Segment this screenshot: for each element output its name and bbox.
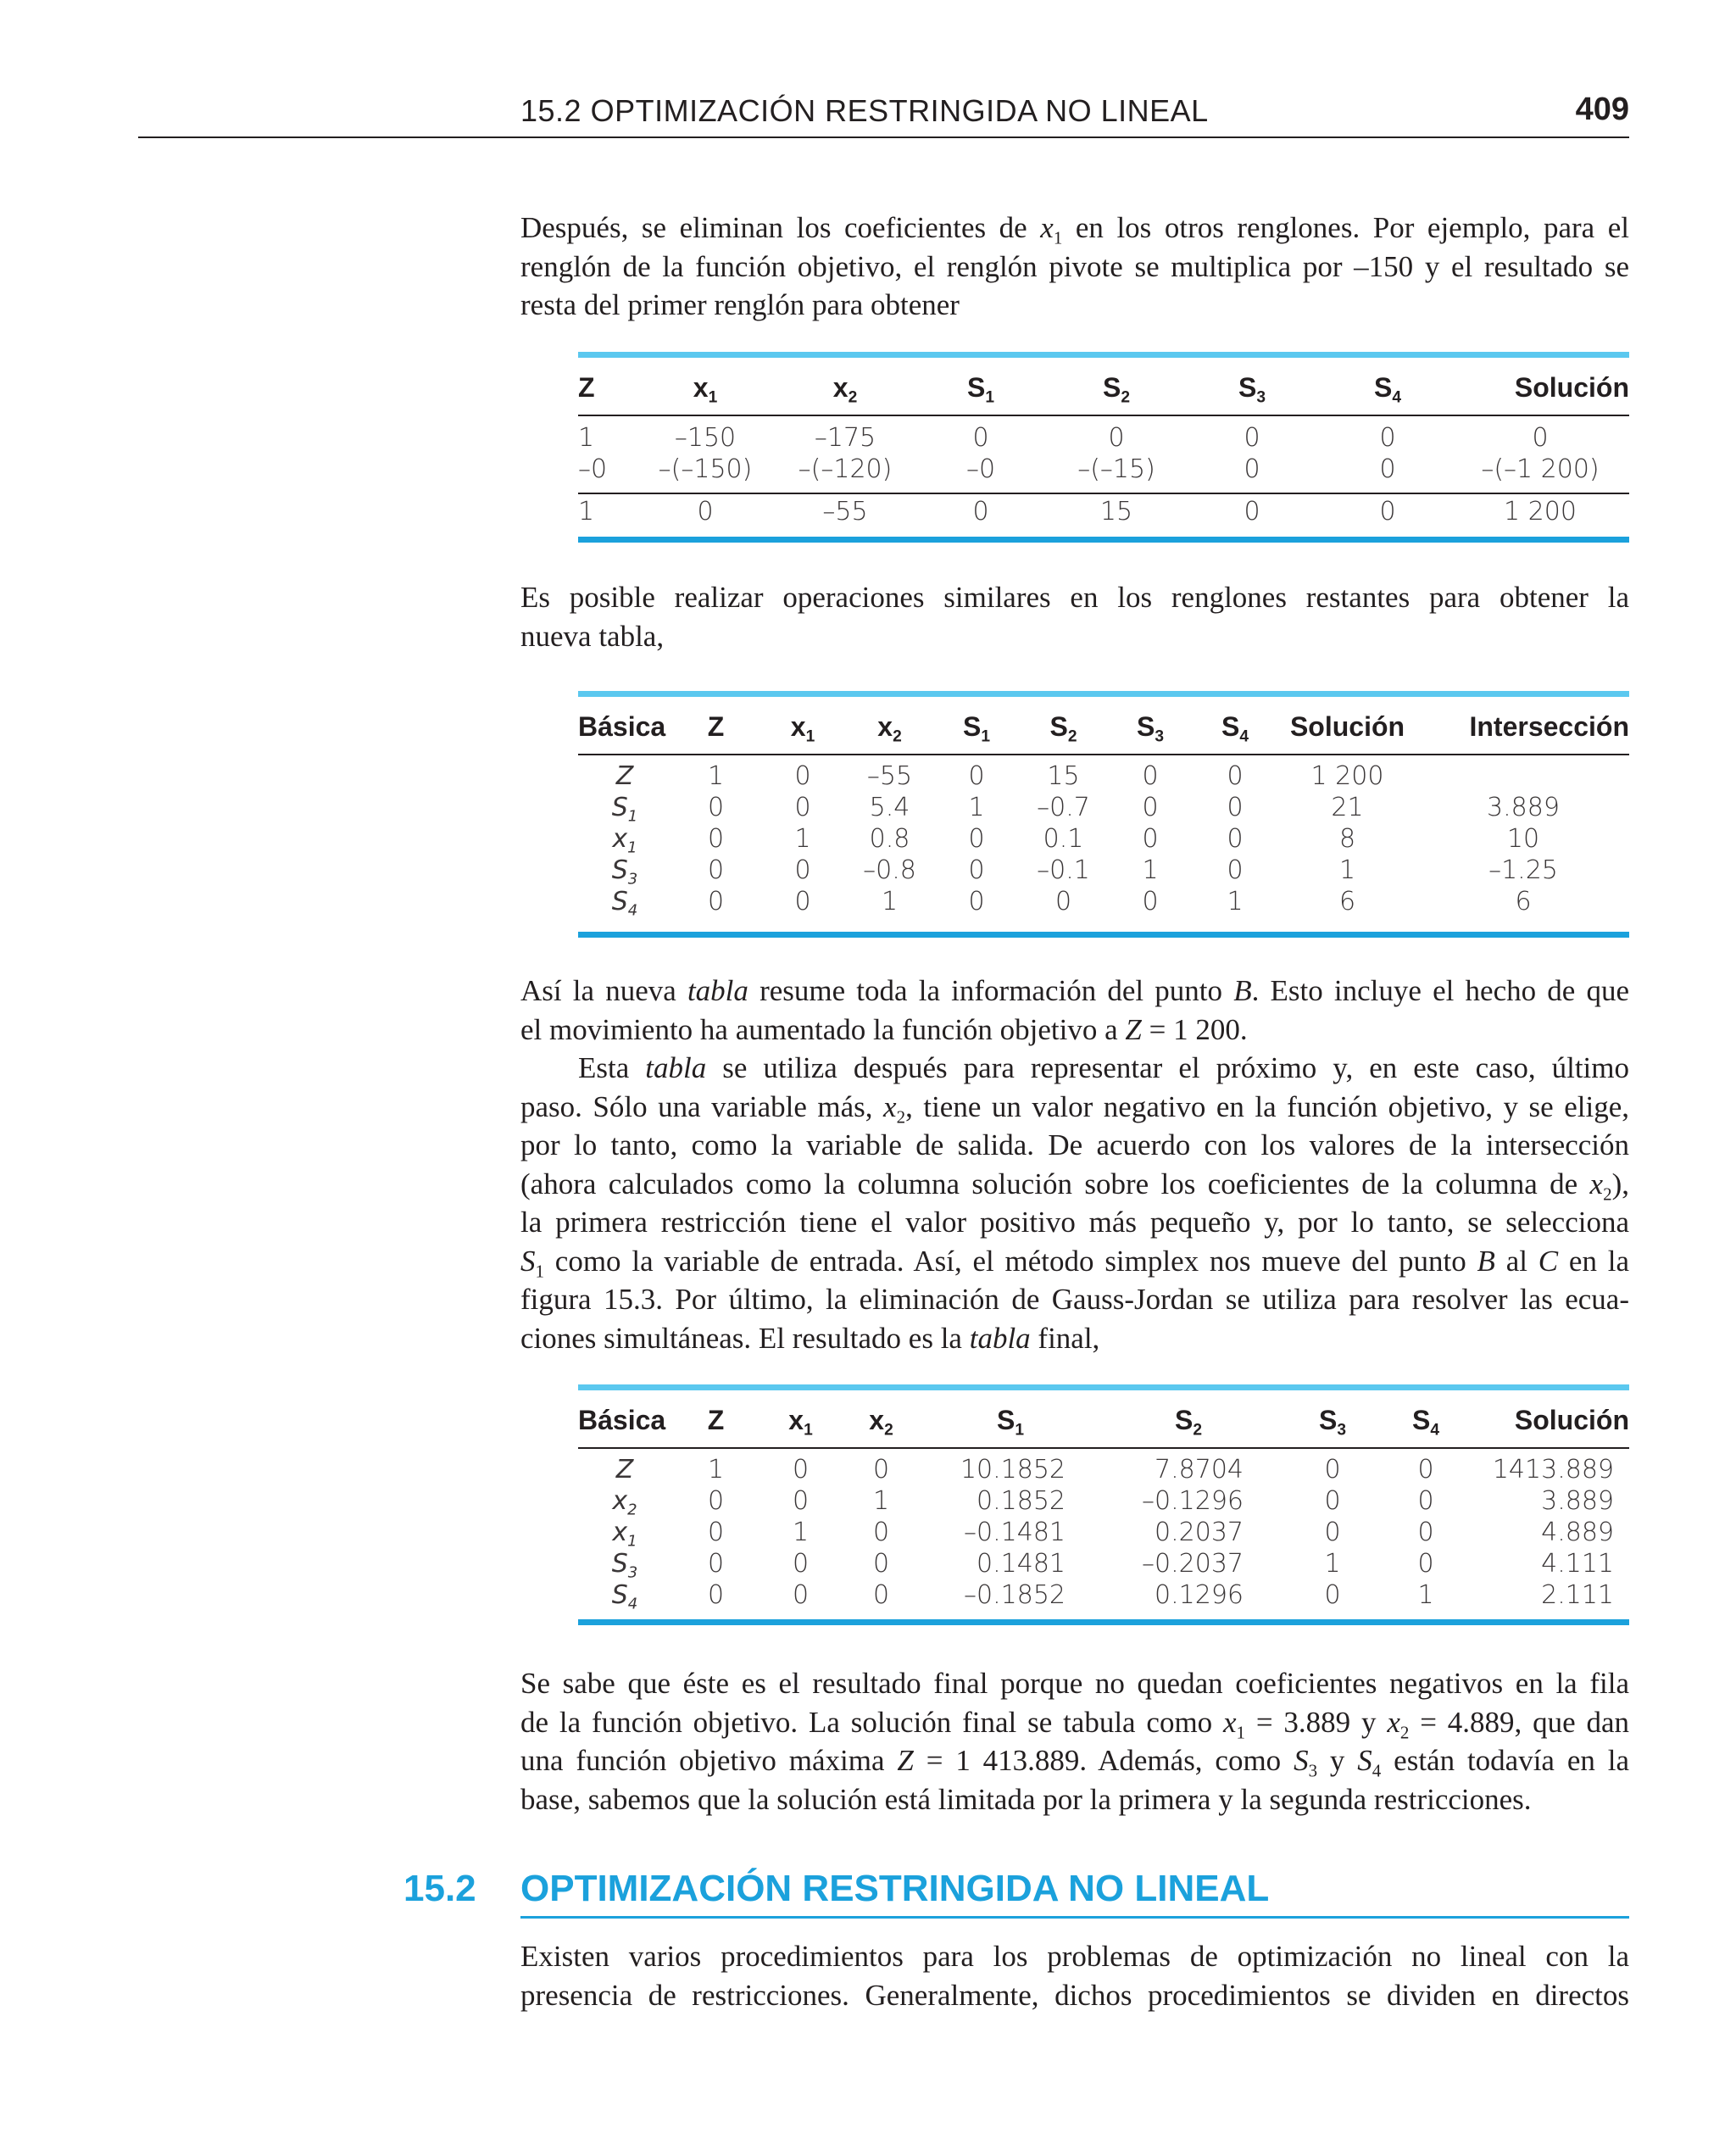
table-cell: 1 [794,824,811,854]
header-symbol: x [832,371,849,403]
table-header-cell [841,1395,921,1445]
table-header-cell [921,1395,1099,1445]
paragraph-5: Existen varios procedimientos para los problemas de optimización no lineal con la presencia de restricciones. Generalmente, dichos procedimientos se dividen en directos [520,1940,1629,2012]
table-cell: 0 [1244,454,1260,484]
header-symbol: S [1174,1404,1194,1435]
table-row [578,823,1629,855]
header-symbol: x [788,1404,804,1435]
table-cell: 1 200 [1310,761,1384,791]
header-symbol: Básica [578,710,666,742]
table-row [578,422,1629,454]
table-cell: –150 [674,423,737,453]
header-subscript: 2 [884,1421,893,1440]
row-label-symbol: x [612,824,628,854]
table-cell: 1 [707,1455,725,1484]
header-symbol: Z [707,1404,725,1435]
table-cell: 0 [1244,497,1260,526]
table-row [578,454,1629,485]
row-label-subscript: 1 [627,838,637,857]
table-cell: 1 [578,497,595,526]
paragraph-1: Después, se eliminan los coeficientes de $x_1$ en los otros renglones. Por ejemplo, para el renglón de la función objetivo, el renglón pivote se multiplica por –150 y el resultado se resta del primer renglón para obtener [520,211,1629,321]
table-cell: 0 [792,1549,810,1579]
table-cell: –(–150) [658,454,753,484]
table-cell: 0 [707,855,725,885]
table-cell: 0 [707,793,725,822]
table-cell: –(–120) [798,454,893,484]
section-number: 15.2 [403,1868,476,1909]
table-cell: 0 [792,1486,810,1516]
header-symbol: Intersección [1469,710,1629,742]
header-symbol: S [962,710,982,742]
header-symbol: S [1318,1404,1338,1435]
row-label-subscript: 3 [627,870,638,888]
table-cell: 0 [707,1580,725,1610]
table-cell: 0 [872,1455,890,1484]
table-cell: 0 [1054,887,1072,916]
table-cell: 1 [707,761,725,791]
table-cell: 0 [872,1549,890,1579]
header-symbol: S [1411,1404,1431,1435]
table-cell: 0.1 [1043,824,1084,854]
page-number: 409 [1575,92,1629,127]
header-subscript: 4 [1430,1421,1439,1440]
table-cell: 0 [1142,793,1159,822]
header-rule [138,136,1629,138]
table-header-cell [1108,701,1193,752]
table-cell: 0 [792,1580,810,1610]
header-subscript: 1 [1015,1421,1024,1440]
row-label-symbol: x [612,1486,628,1516]
header-symbol: S [1136,710,1155,742]
table-cell: 0 [1379,497,1396,526]
table-cell: 15 [1047,761,1080,791]
header-symbol: x [790,710,806,742]
header-subscript: 4 [1239,727,1249,746]
row-label-subscript: 4 [627,901,638,920]
table-row [578,1548,1629,1579]
table-cell: 0 [1532,423,1549,453]
table-header-cell [909,362,1053,413]
table-cell: 0 [1417,1549,1434,1579]
header-symbol: S [1221,710,1240,742]
header-subscript: 3 [1155,727,1164,746]
table-header-cell [1417,701,1629,752]
table-cell: 6 [1515,887,1532,916]
table-cell: 4.889 [1541,1518,1614,1547]
row-label-subscript: 2 [627,1501,637,1519]
table-cell: 0 [1244,423,1260,453]
row-label-symbol: S [611,1549,628,1579]
table-header-cell [1464,1395,1629,1445]
header-subscript: 1 [981,727,990,746]
table-row [578,792,1629,823]
table-cell: 0 [792,1455,810,1484]
row-label [578,1548,671,1582]
table-header-cell [1277,1395,1388,1445]
table-cell: –175 [814,423,876,453]
table-cell: 0 [707,1518,725,1547]
table-cell: 0 [794,887,811,916]
table-3 [578,1384,1629,1630]
row-label [578,1485,671,1517]
table-cell: –0.1852 [964,1580,1066,1610]
table-cell: 3.889 [1541,1486,1614,1516]
row-label-symbol: Z [615,761,634,791]
table-cell: 0 [1379,454,1396,484]
table-cell: 0 [872,1518,890,1547]
table-header-cell [1193,701,1277,752]
table-header-cell [934,701,1019,752]
row-label [578,1579,671,1611]
table-cell: 0 [697,497,714,526]
table-row [578,1454,1629,1485]
row-label-subscript: 3 [627,1563,638,1582]
header-symbol: Z [707,710,725,742]
table-cell: 0 [1227,761,1244,791]
row-label-symbol: Z [615,1455,634,1484]
table-row [578,855,1629,886]
row-label [578,1517,671,1551]
table-cell: –1.25 [1488,855,1558,885]
header-subscript: 1 [708,388,718,407]
row-label-symbol: S [611,793,628,822]
header-symbol: S [1102,371,1121,403]
table-cell: 1 [578,423,595,453]
table-cell: 0 [794,855,811,885]
table-header-cell [578,701,671,752]
table-cell: 0 [1227,793,1244,822]
table-header-cell [578,1395,671,1445]
row-label [578,886,671,920]
table-cell: 1413.889 [1492,1455,1614,1484]
table-cell: –0.1481 [964,1518,1066,1547]
table-header-cell [1099,1395,1277,1445]
table-cell: 0 [1324,1518,1341,1547]
header-subscript: 3 [1337,1421,1346,1440]
table-row [578,886,1629,917]
row-label [578,760,671,792]
row-label-symbol: S [611,887,628,916]
table-header-cell [1388,1395,1464,1445]
table-cell: 0 [968,824,985,854]
table-cell: –(–15) [1077,454,1155,484]
table-cell: 1 [968,793,985,822]
table-cell: 0.1481 [976,1549,1066,1579]
table-cell: 15 [1099,497,1133,526]
header-symbol: S [1373,371,1393,403]
table-cell: 0 [1142,824,1159,854]
header-symbol: x [869,1404,885,1435]
table-row [578,1579,1629,1611]
table-cell: 0 [872,1580,890,1610]
table-cell: –0.1 [1037,855,1090,885]
header-subscript: 1 [804,1421,813,1440]
table-cell: –55 [822,497,868,526]
table-header-cell [845,701,934,752]
table-header-cell [671,1395,760,1445]
table-row [578,760,1629,792]
table-cell: –0 [578,454,608,484]
table-cell: 0 [707,887,725,916]
table-cell: 1 [881,887,899,916]
header-subscript: 2 [1193,1421,1202,1440]
table-header-cell [1324,362,1451,413]
table-cell: 6 [1338,887,1356,916]
header-symbol: x [693,371,709,403]
table-cell: 0 [794,793,811,822]
row-label-symbol: S [611,1580,628,1610]
row-label-subscript: 1 [627,1532,637,1551]
table-cell: 0 [1417,1518,1434,1547]
table-cell: 3.889 [1487,793,1560,822]
row-label [578,855,671,886]
table-cell: 0 [1227,824,1244,854]
header-subscript: 3 [1256,388,1266,407]
table-row [578,496,1629,527]
header-symbol: S [1049,710,1068,742]
table-cell: 0 [707,824,725,854]
table-cell: 10.1852 [960,1455,1066,1484]
table-cell: 0 [707,1549,725,1579]
table-header-cell [782,362,909,413]
table-header-cell [578,362,629,413]
table-row [578,1485,1629,1517]
table-header-cell [1180,362,1324,413]
paragraph-3: Así la nueva tabla resume toda la información del punto B. Esto incluye el hecho de que el movimiento ha aumentado la función objetivo a Z = 1 200. Esta tabla se utiliza después para representar el próximo y, en este caso, último paso. Sólo una variable más, $x_2$, tiene un valor negativo en la función objetivo, y se elige, por lo tanto, como la variable de salida. De acuerdo con los valores de la intersección (ahora calculados como la columna solución sobre los coeficientes de la columna de $x_2$), la primera restricción tiene el valor positivo más pequeño y, por lo tanto, se selecciona $S_1$ como la variable de entrada. Así, el método simplex nos mueve del punto B al C en la figura 15.3. Por último, la eliminación de Gauss-Jordan se utiliza para resolver las ecua- ciones simultáneas. El resultado es la tabla final, [520,974,1630,1355]
table-cell: 0 [794,761,811,791]
table-cell: 1 [1338,855,1356,885]
table-cell: 10 [1506,824,1540,854]
table-cell: 0 [1417,1486,1434,1516]
table-cell: 0.1852 [976,1486,1066,1516]
table-cell: 1 [1417,1580,1434,1610]
header-subscript: 1 [985,388,994,407]
header-symbol: Básica [578,1404,666,1435]
table-cell: 0 [1227,855,1244,885]
row-label [578,823,671,855]
header-symbol: S [996,1404,1015,1435]
table-header-cell [1277,701,1417,752]
row-label-subscript: 4 [627,1595,638,1613]
header-symbol: x [877,710,893,742]
table-cell: –0.2037 [1142,1549,1244,1579]
header-symbol: S [966,371,986,403]
table-cell: 4.111 [1541,1549,1614,1579]
table-cell: 0 [1324,1580,1341,1610]
table-cell: 5.4 [869,793,910,822]
table-cell: 1 [792,1518,810,1547]
table-cell: 0 [1324,1486,1341,1516]
table-cell: 1 200 [1504,497,1577,526]
table-cell: 0 [1324,1455,1341,1484]
paragraph-2: Es posible realizar operaciones similares en los renglones restantes para obtener la nueva tabla, [520,581,1629,653]
header-symbol: Z [578,371,595,403]
running-header-title: 15.2 OPTIMIZACIÓN RESTRINGIDA NO LINEAL [520,93,1209,128]
table-cell: 0 [1417,1455,1434,1484]
table-cell: 0 [1108,423,1125,453]
table-cell: 21 [1331,793,1364,822]
table-1 [578,352,1629,547]
table-header-cell [760,701,845,752]
table-cell [1417,760,1629,792]
table-cell: 0.1296 [1155,1580,1244,1610]
paragraph-4: Se sabe que éste es el resultado final porque no quedan coeficientes negativos en la fila de la función objetivo. La solución final se tabula como $x_1 = 3.889$ y $x_2 = 4.889$, que dan una función objetivo máxima Z = 1 413.889. Además, como $S_3$ y $S_4$ están todavía en la base, sabemos que la solución está limitada por la primera y la segunda restricciones. [520,1667,1629,1816]
table-cell: –0.1296 [1142,1486,1244,1516]
header-subscript: 1 [805,727,815,746]
table-cell: 0 [1142,761,1159,791]
table-header-cell [760,1395,841,1445]
table-cell: 0.2037 [1155,1518,1244,1547]
table-cell: 0.8 [869,824,910,854]
table-header-cell [671,701,760,752]
header-subscript: 2 [1067,727,1077,746]
header-subscript: 4 [1392,388,1401,407]
header-symbol: Solución [1514,1404,1629,1435]
table-cell: –55 [866,761,913,791]
table-cell: 0 [1379,423,1396,453]
table-cell: 0 [968,887,985,916]
row-label-subscript: 1 [627,807,638,826]
row-label-symbol: S [611,855,628,885]
table-cell: –0 [965,454,996,484]
table-cell: 1 [872,1486,890,1516]
table-cell: 1 [1142,855,1159,885]
table-cell: –0.8 [863,855,916,885]
table-cell: 1 [1227,887,1244,916]
header-subscript: 2 [848,388,858,407]
table-cell: 0 [972,497,989,526]
table-cell: 7.8704 [1155,1455,1244,1484]
table-cell: 8 [1338,824,1356,854]
table-cell: 0 [972,423,989,453]
table-header-cell [1019,701,1108,752]
table-row [578,1517,1629,1548]
table-cell: 1 [1324,1549,1341,1579]
table-cell: 0 [968,761,985,791]
row-label [578,1454,671,1485]
section-rule [520,1916,1629,1919]
header-symbol: Solución [1289,710,1405,742]
table-2 [578,691,1629,937]
table-header-cell [1053,362,1180,413]
section-title: OPTIMIZACIÓN RESTRINGIDA NO LINEAL [520,1868,1270,1909]
header-subscript: 2 [893,727,902,746]
table-header-cell [629,362,782,413]
row-label-symbol: x [612,1518,628,1547]
table-header-cell [1451,362,1629,413]
table-cell: –(–1 200) [1481,454,1600,484]
table-cell: 0 [707,1486,725,1516]
table-cell: 0 [968,855,985,885]
header-symbol: Solución [1514,371,1629,403]
row-label [578,792,671,826]
table-cell: 0 [1142,887,1159,916]
header-symbol: S [1238,371,1257,403]
header-subscript: 2 [1121,388,1130,407]
table-cell: 2.111 [1541,1580,1614,1610]
table-cell: –0.7 [1037,793,1090,822]
